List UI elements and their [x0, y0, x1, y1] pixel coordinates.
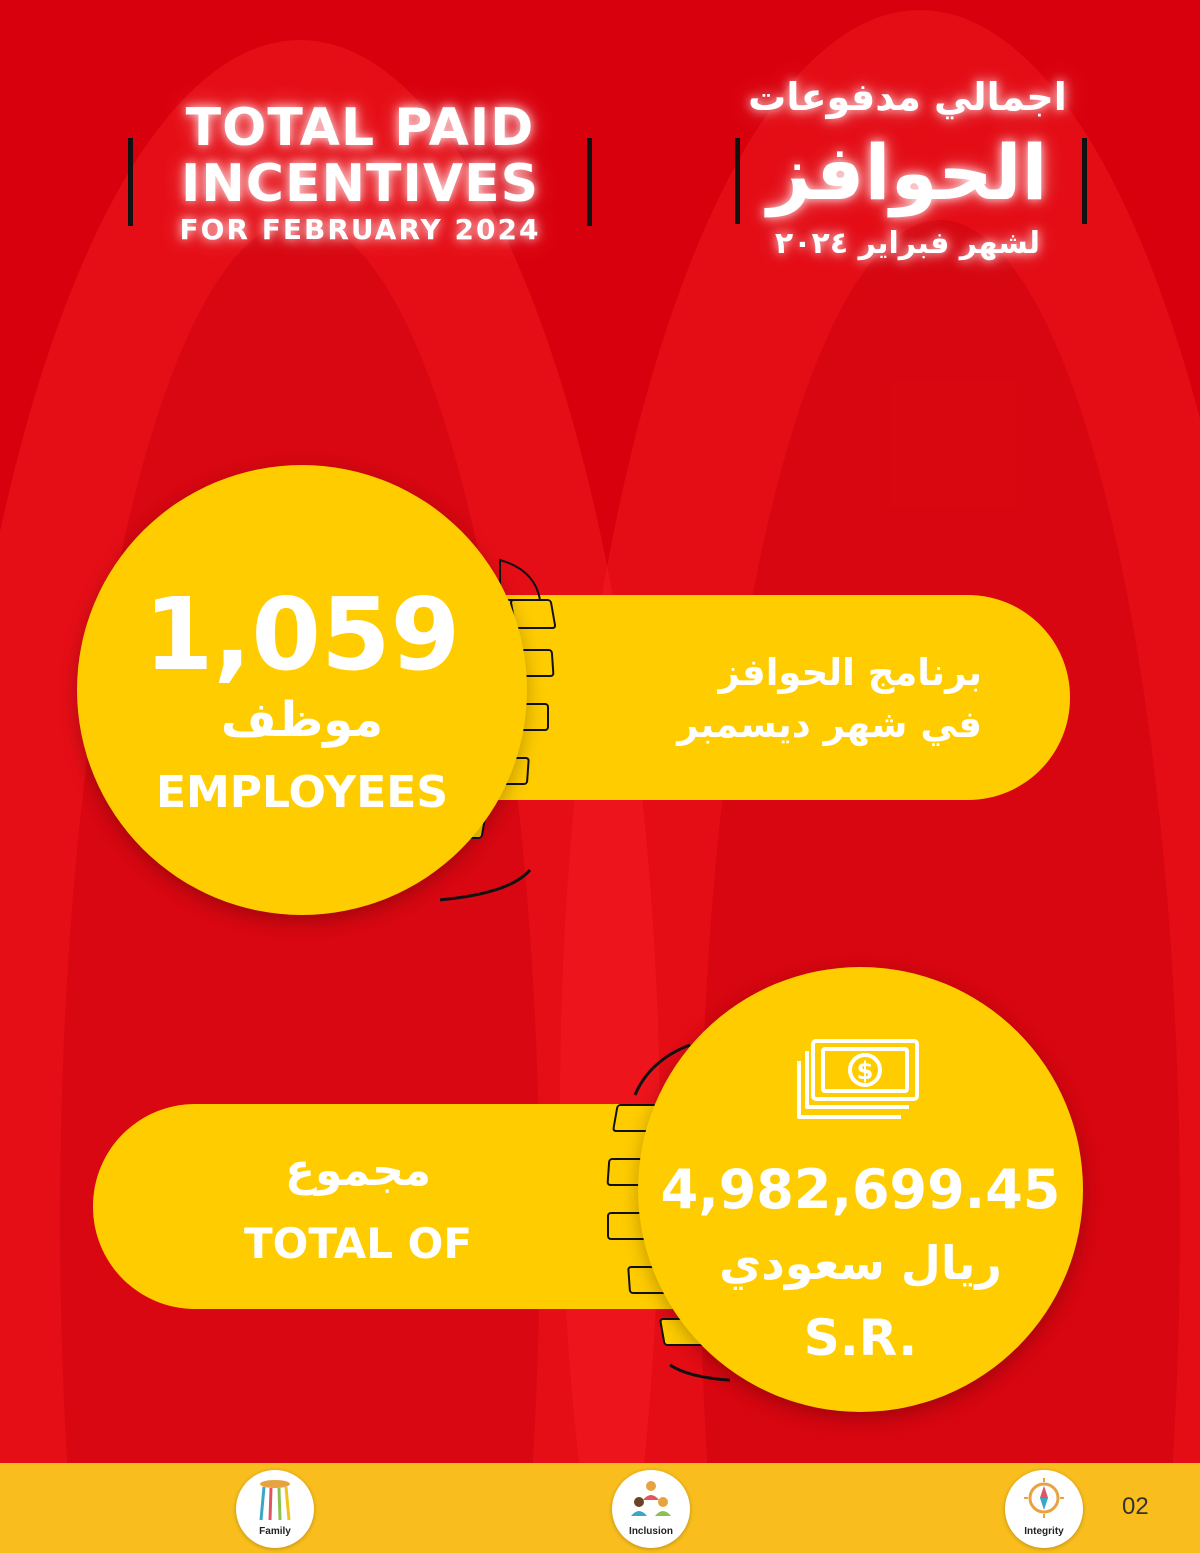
title-line: INCENTIVES — [180, 154, 540, 214]
title-divider — [587, 138, 592, 226]
title-line: TOTAL PAID — [185, 98, 535, 158]
employee-label-ar: موظف — [220, 692, 384, 748]
pill-line: برنامج الحوافز — [718, 651, 982, 694]
value-badge-integrity — [1005, 1470, 1083, 1548]
svg-text:$: $ — [856, 1057, 874, 1085]
value-label: Inclusion — [629, 1526, 673, 1537]
total-amount: 4,982,699.45 — [660, 1158, 1061, 1221]
arabic-title — [740, 70, 1075, 266]
program-pill-text — [652, 647, 982, 751]
total-pill-ar: مجموع — [284, 1145, 432, 1196]
title-line: الحوافز — [767, 128, 1048, 217]
currency-ar: ريال سعودي — [719, 1236, 1002, 1290]
pill-line: في شهر ديسمبر — [677, 703, 982, 746]
value-badge-inclusion — [612, 1470, 690, 1548]
value-badge-family — [236, 1470, 314, 1548]
page-number: 02 — [1122, 1493, 1149, 1520]
title-subline: لشهر فبراير ٢٠٢٤ — [774, 226, 1041, 261]
title-divider — [1082, 138, 1087, 224]
currency-en: S.R. — [803, 1309, 918, 1367]
value-label: Family — [259, 1526, 291, 1537]
title-divider — [128, 138, 133, 226]
total-pill-en: TOTAL OF — [243, 1219, 473, 1268]
title-line: اجمالي مدفوعات — [748, 75, 1067, 119]
value-label: Integrity — [1024, 1526, 1064, 1537]
title-subline: FOR FEBRUARY 2024 — [179, 213, 541, 246]
english-title — [150, 100, 570, 248]
footer-bar — [0, 1463, 1200, 1553]
stool-icon — [258, 1478, 292, 1522]
total-circle — [638, 967, 1083, 1412]
money-icon — [793, 1035, 923, 1125]
employee-count: 1,059 — [143, 576, 461, 693]
employee-label-en: EMPLOYEES — [155, 767, 449, 818]
compass-icon — [1024, 1476, 1064, 1520]
employees-circle — [77, 465, 527, 915]
people-icon — [629, 1478, 673, 1522]
